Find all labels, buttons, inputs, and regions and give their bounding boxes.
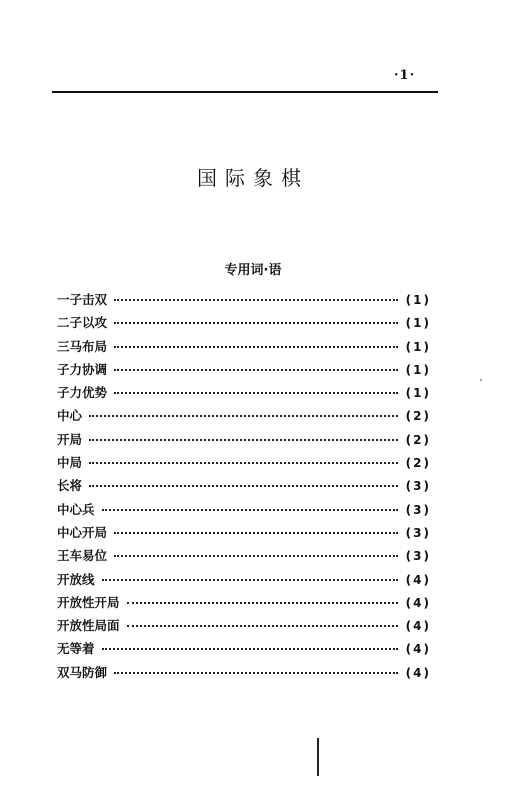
toc-entry[interactable] bbox=[57, 500, 431, 523]
toc-entry[interactable] bbox=[57, 523, 431, 546]
dot-leader bbox=[102, 579, 398, 581]
dot-leader bbox=[89, 462, 398, 464]
page-title: 国际象棋 bbox=[197, 166, 309, 190]
toc-entry[interactable] bbox=[57, 476, 431, 499]
entry-term: 子力协调 bbox=[57, 361, 108, 377]
entry-term: 长将 bbox=[57, 478, 83, 494]
dot-leader bbox=[114, 532, 398, 534]
dot-leader bbox=[89, 415, 398, 417]
entry-term: 无等着 bbox=[57, 641, 95, 657]
entry-page-ref: (2) bbox=[405, 456, 431, 471]
entry-term: 中局 bbox=[57, 455, 83, 471]
entry-page-ref: (3) bbox=[405, 525, 431, 540]
entry-term: 双马防御 bbox=[57, 664, 108, 680]
dot-leader bbox=[102, 509, 398, 511]
entry-page-ref: (1) bbox=[405, 339, 431, 354]
entry-term: 三马布局 bbox=[57, 338, 108, 354]
dot-leader bbox=[89, 439, 398, 441]
entry-page-ref: (2) bbox=[405, 409, 431, 424]
dot-leader bbox=[114, 322, 398, 324]
toc-entry[interactable] bbox=[57, 406, 431, 429]
entry-page-ref: (4) bbox=[405, 595, 431, 610]
toc-entry[interactable] bbox=[57, 570, 431, 593]
entry-page-ref: (1) bbox=[405, 386, 431, 401]
entry-term: 中心兵 bbox=[57, 501, 95, 517]
scan-speck bbox=[480, 379, 482, 381]
glossary-list bbox=[57, 290, 431, 686]
entry-page-ref: (1) bbox=[405, 316, 431, 331]
section-heading: 专用词·语 bbox=[224, 263, 282, 278]
toc-entry[interactable] bbox=[57, 430, 431, 453]
toc-entry[interactable] bbox=[57, 593, 431, 616]
dot-leader bbox=[114, 672, 398, 674]
scan-mark bbox=[317, 738, 319, 776]
entry-page-ref: (3) bbox=[405, 479, 431, 494]
entry-term: 中心开局 bbox=[57, 524, 108, 540]
entry-term: 开放性开局 bbox=[57, 594, 120, 610]
dot-leader bbox=[89, 485, 398, 487]
entry-page-ref: (1) bbox=[405, 362, 431, 377]
entry-term: 开放线 bbox=[57, 571, 95, 587]
dot-leader bbox=[114, 392, 398, 394]
entry-page-ref: (3) bbox=[405, 502, 431, 517]
toc-entry[interactable] bbox=[57, 360, 431, 383]
dot-leader bbox=[127, 625, 398, 627]
entry-term: 开放性局面 bbox=[57, 618, 120, 634]
toc-entry[interactable] bbox=[57, 313, 431, 336]
dot-leader bbox=[114, 555, 398, 557]
toc-entry[interactable] bbox=[57, 616, 431, 639]
toc-entry[interactable] bbox=[57, 639, 431, 662]
dot-leader bbox=[114, 369, 398, 371]
entry-page-ref: (4) bbox=[405, 572, 431, 587]
entry-page-ref: (4) bbox=[405, 642, 431, 657]
entry-page-ref: (1) bbox=[405, 293, 431, 307]
toc-entry[interactable] bbox=[57, 663, 431, 686]
header-rule bbox=[52, 91, 438, 93]
dot-leader bbox=[114, 299, 398, 301]
dot-leader bbox=[114, 346, 398, 348]
dot-leader bbox=[102, 648, 398, 650]
toc-entry[interactable] bbox=[57, 383, 431, 406]
entry-term: 二子以攻 bbox=[57, 315, 108, 331]
entry-term: 子力优势 bbox=[57, 385, 108, 401]
toc-entry[interactable] bbox=[57, 453, 431, 476]
toc-entry[interactable] bbox=[57, 546, 431, 569]
toc-entry[interactable] bbox=[57, 290, 431, 313]
entry-term: 王车易位 bbox=[57, 548, 108, 564]
entry-page-ref: (4) bbox=[405, 619, 431, 634]
entry-term: 一子击双 bbox=[57, 292, 108, 307]
page-number: ·1· bbox=[394, 68, 416, 83]
dot-leader bbox=[127, 602, 398, 604]
entry-page-ref: (4) bbox=[405, 665, 431, 680]
entry-page-ref: (3) bbox=[405, 549, 431, 564]
entry-term: 中心 bbox=[57, 408, 83, 424]
entry-term: 开局 bbox=[57, 431, 83, 447]
entry-page-ref: (2) bbox=[405, 432, 431, 447]
toc-entry[interactable] bbox=[57, 337, 431, 360]
